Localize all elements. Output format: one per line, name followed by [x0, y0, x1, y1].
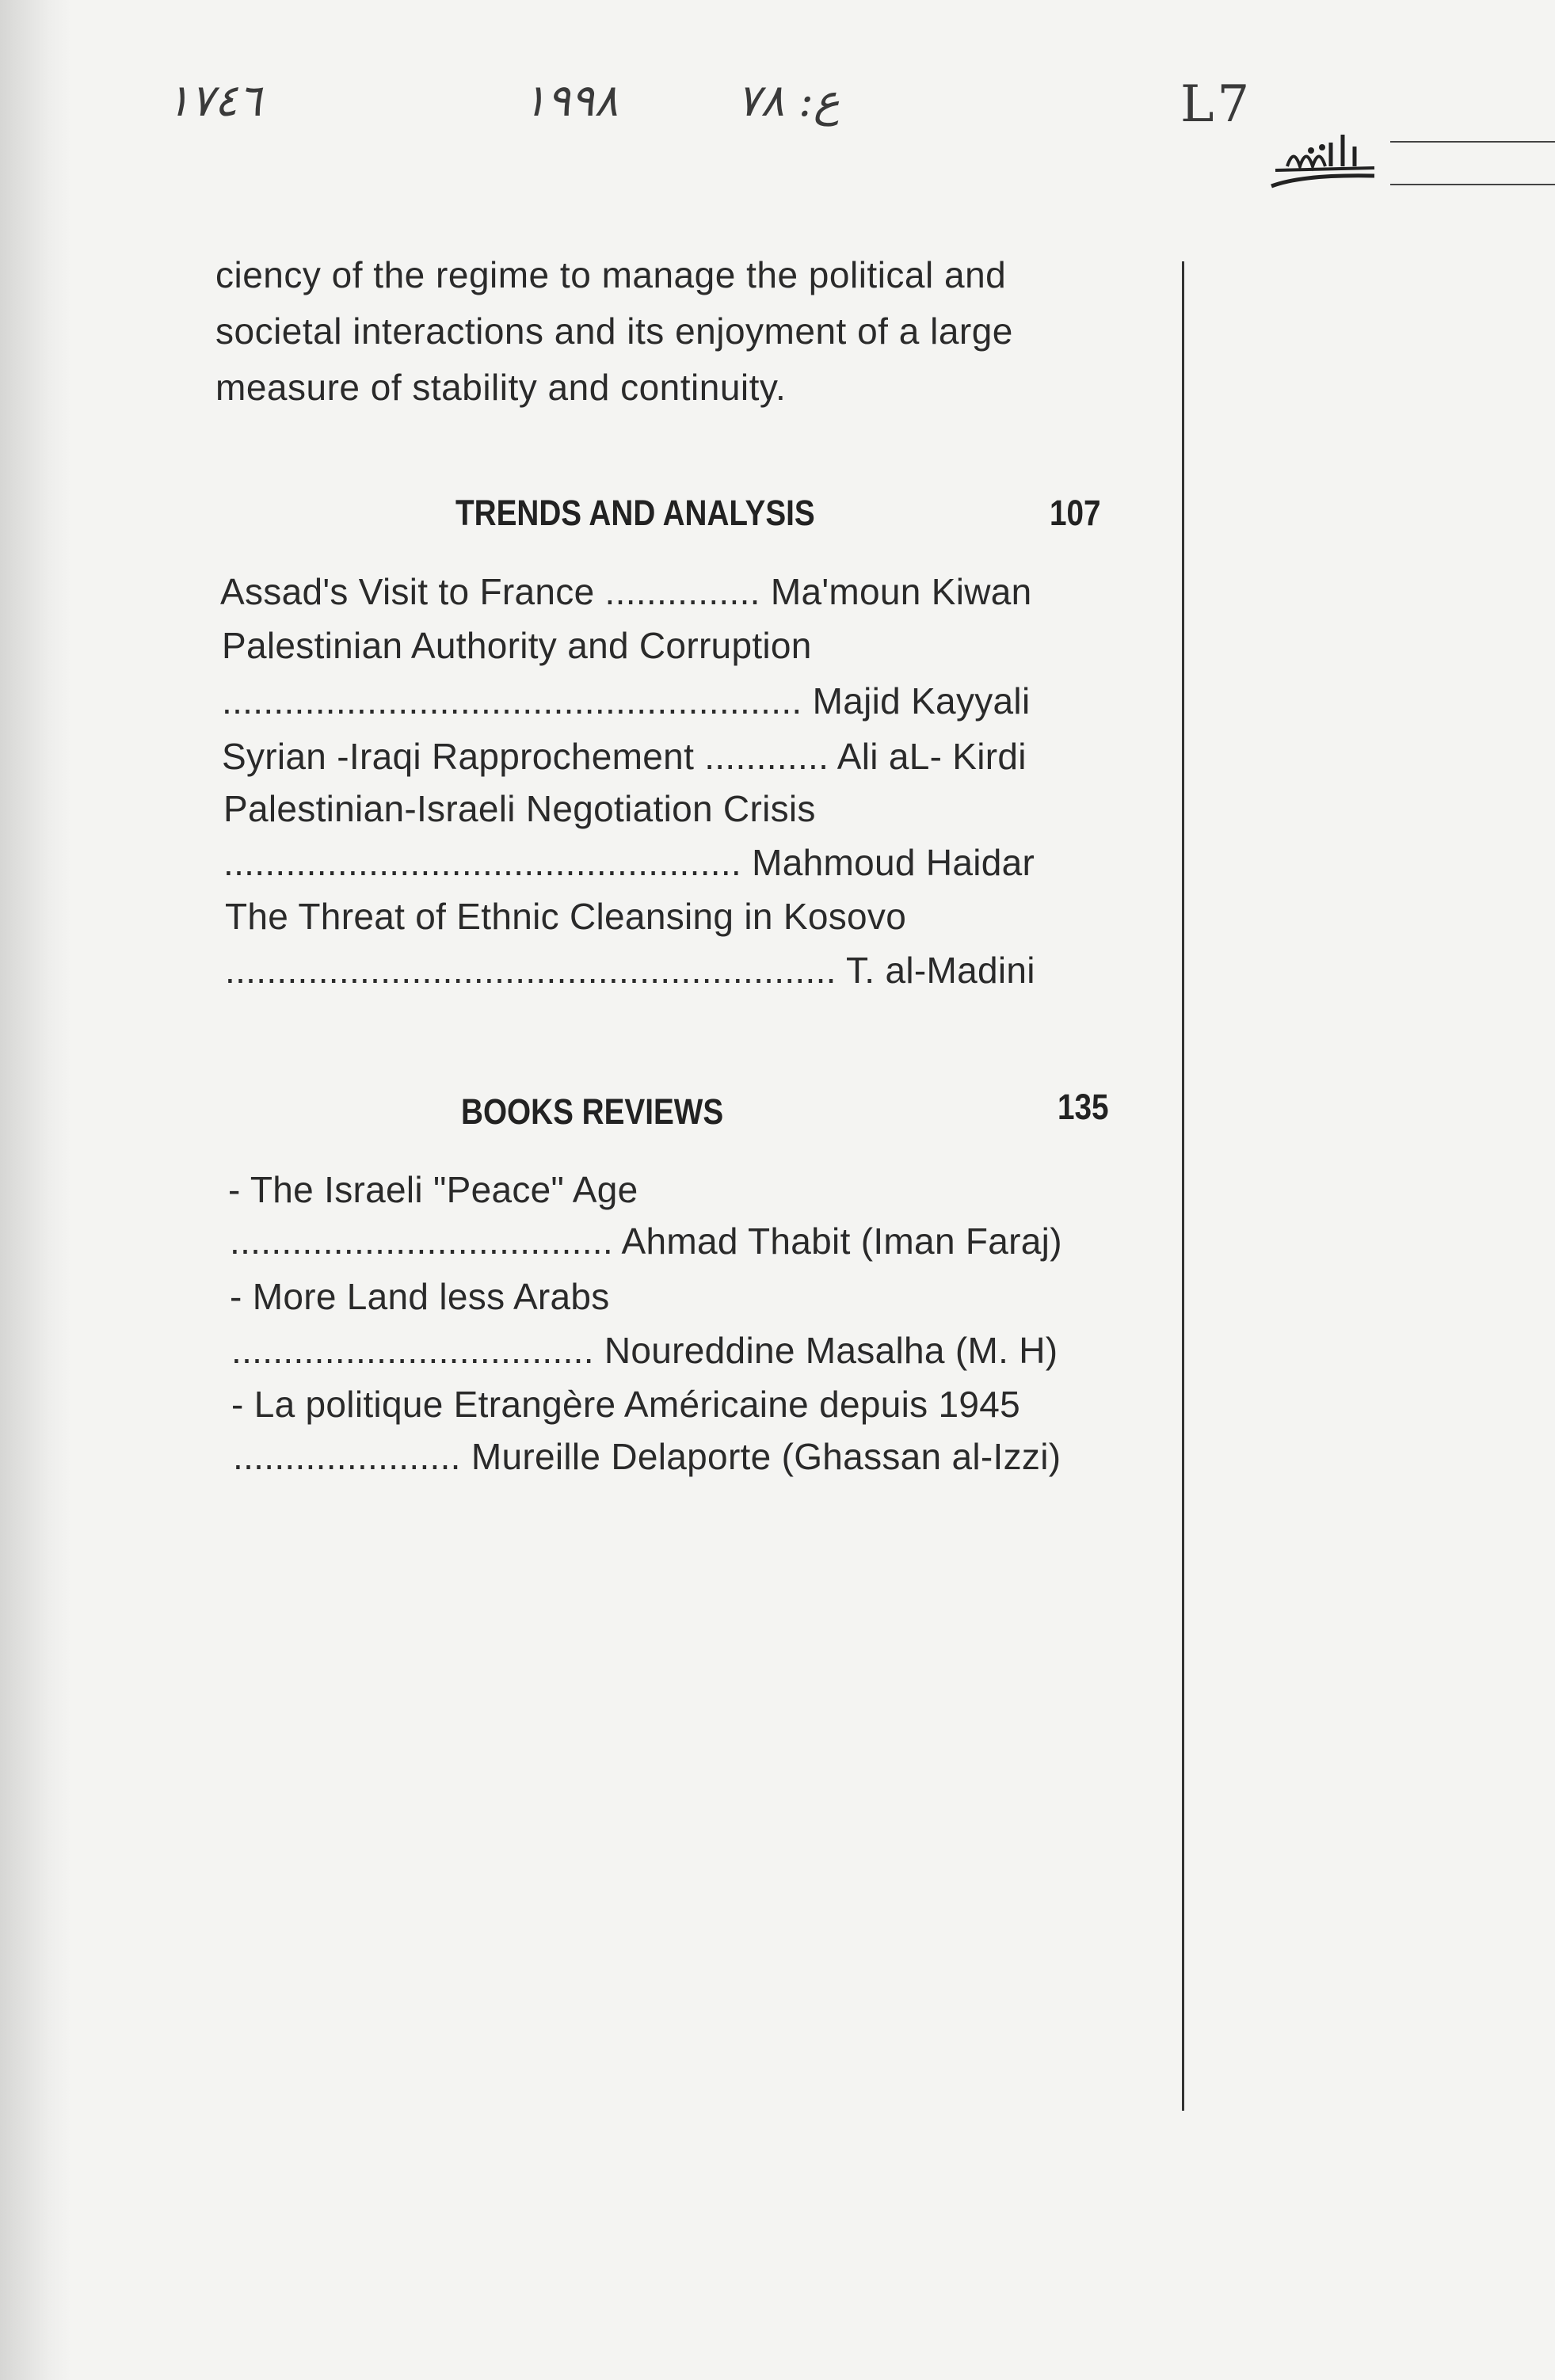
toc-entry: Palestinian Authority and Corruption [222, 625, 812, 666]
intro-line: ciency of the regime to manage the political and [215, 254, 1007, 295]
journal-logo [1256, 119, 1382, 198]
toc-entry: ........................................................... T. al-Madini [225, 950, 1035, 991]
toc-entry: Assad's Visit to France ............... Ma'moun Kiwan [220, 571, 1032, 612]
toc-entry: Palestinian-Israeli Negotiation Crisis [223, 788, 816, 829]
handwritten-issue: ع: ٧٨ [737, 75, 840, 127]
toc-entry: - More Land less Arabs [230, 1276, 610, 1317]
intro-line: societal interactions and its enjoyment of a large [215, 310, 1013, 352]
toc-entry: Syrian -Iraqi Rapprochement ............ Ali aL- Kirdi [222, 736, 1027, 777]
toc-entry: .................................................. Mahmoud Haidar [223, 842, 1035, 883]
toc-entry: - The Israeli "Peace" Age [228, 1169, 638, 1210]
section-title-trends: TRENDS AND ANALYSIS [455, 493, 815, 533]
toc-entry: - La politique Etrangère Américaine depuis 1945 [231, 1384, 1021, 1425]
intro-paragraph [215, 247, 1013, 416]
handwritten-year: ١٩٩٨ [523, 75, 619, 127]
handwritten-number: ١٧٤٦ [166, 75, 262, 127]
section-page-trends: 107 [1050, 493, 1101, 533]
section-page-books: 135 [1058, 1087, 1109, 1127]
section-title-books: BOOKS REVIEWS [461, 1091, 724, 1132]
toc-entry: ..................................... Ahmad Thabit (Iman Faraj) [230, 1220, 1062, 1262]
page-shadow [0, 0, 71, 2380]
header-rule-top [1390, 141, 1555, 143]
toc-entry: The Threat of Ethnic Cleansing in Kosovo [225, 896, 907, 937]
intro-line: measure of stability and continuity. [215, 367, 787, 408]
toc-entry: ...................... Mureille Delaporte (Ghassan al-Izzi) [233, 1436, 1061, 1477]
toc-entry: ........................................................ Majid Kayyali [222, 680, 1031, 722]
header-rule-bottom [1390, 184, 1555, 185]
toc-entry: ................................... Noureddine Masalha (M. H) [231, 1330, 1058, 1371]
handwritten-corner-mark: L7 [1180, 75, 1253, 134]
column-divider [1182, 261, 1184, 2111]
